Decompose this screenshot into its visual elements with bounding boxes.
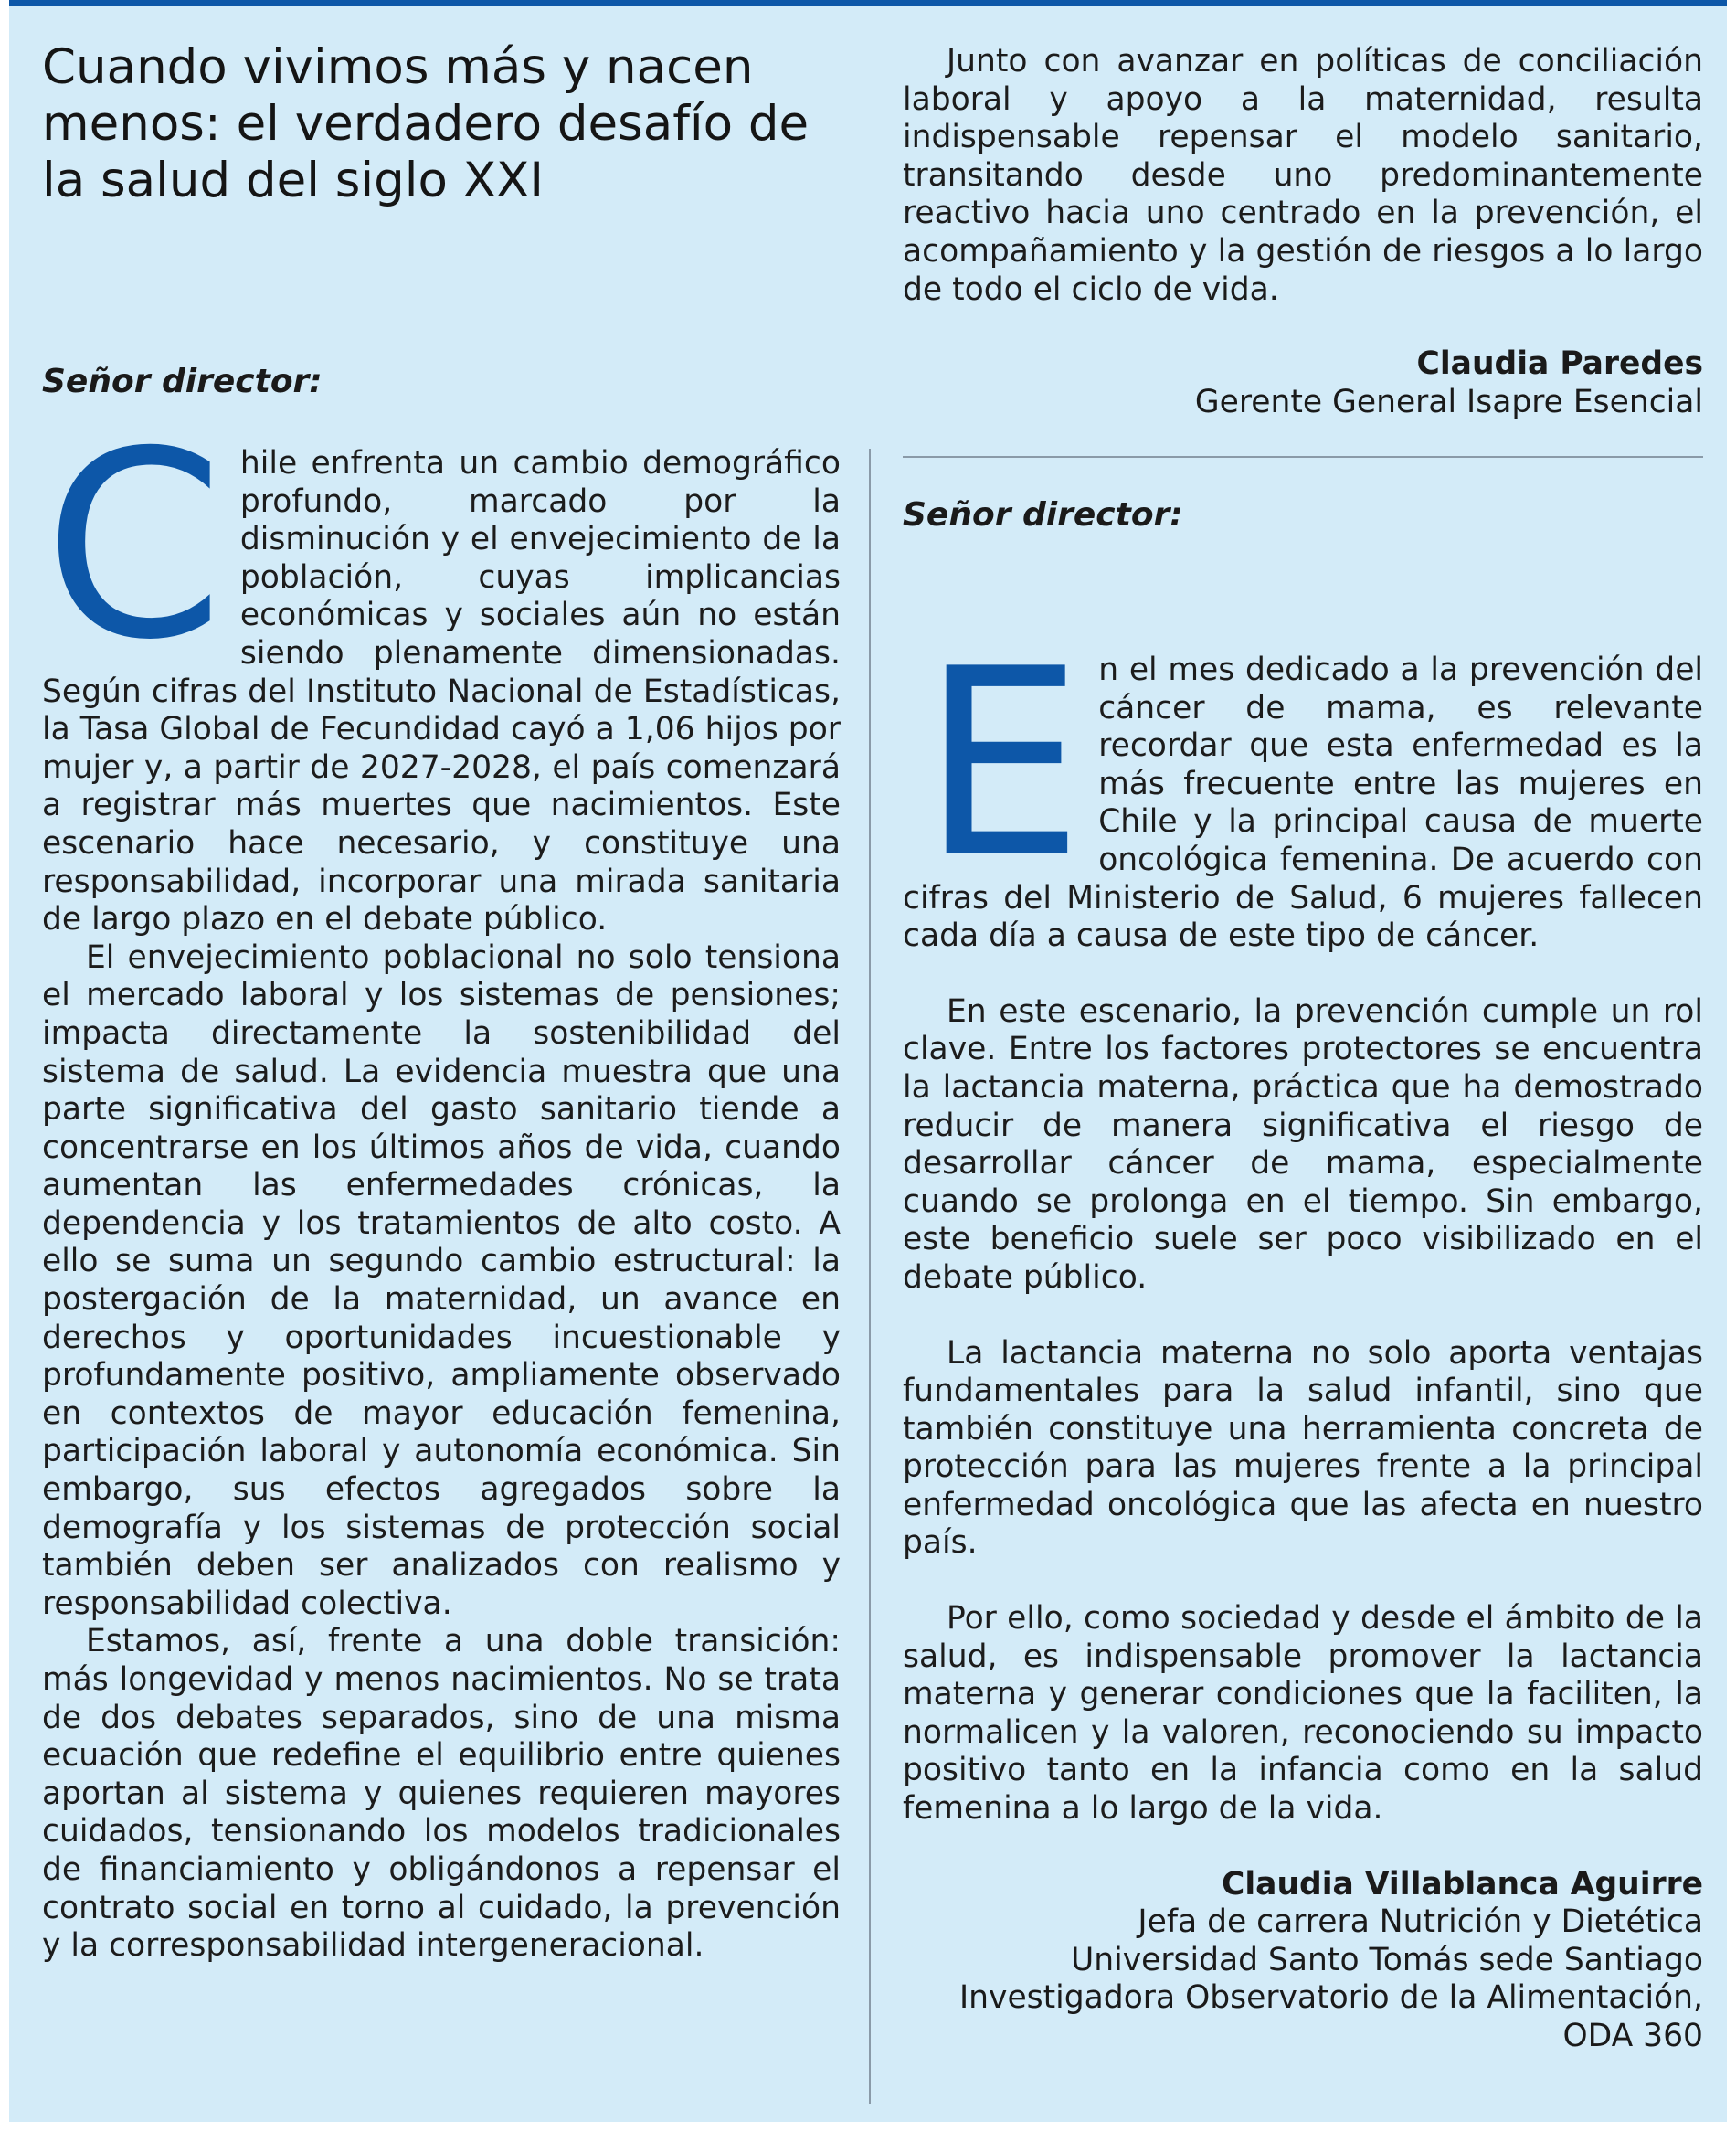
letter-right-body <box>903 613 1703 2056</box>
drop-cap-e: E <box>921 613 1085 914</box>
signature-1-name: Claudia Paredes <box>1416 345 1703 383</box>
signature-2-line-2: Universidad Santo Tomás sede Santiago <box>1071 1941 1703 1978</box>
letter-right-paragraph-3: La lactancia materna no solo aporta ventajas fundamentales para la salud infantil, sino que también constituye una herramienta concreta de protección para las mujeres frente a la principal enfermedad oncológica que las afecta en nuestro país. <box>903 1334 1703 1562</box>
signature-2-line-1: Jefa de carrera Nutrición y Dietética <box>1138 1903 1703 1941</box>
letter-right-paragraph-1 <box>903 613 1703 956</box>
letter-right-top <box>903 43 1703 421</box>
drop-cap-c: C <box>44 396 224 696</box>
letter-right-paragraph-1-text: n el mes dedicado a la prevención del cáncer de mama, es relevante recordar que esta enfermedad es la más frecuente entre las mujeres en Chile y la principal causa de muerte oncológica femenina. De acuerdo con cifras del Ministerio de Salud, 6 mujeres fallecen cada día a causa de este tipo de cáncer. <box>903 652 1703 955</box>
signature-2-line-3: Investigadora Observatorio de la Alimentación, <box>958 1979 1703 2017</box>
letters-page <box>9 0 1727 2122</box>
headline: Cuando vivimos más y nacen menos: el verdadero desafío de la salud del siglo XXI <box>42 39 810 208</box>
salutation-right: Señor director: <box>903 496 1183 534</box>
letter-left-paragraph-1 <box>42 396 841 939</box>
letter-left-paragraph-1-text: hile enfrenta un cambio demográfico profundo, marcado por la disminución y el envejecimiento de la población, cuyas implicancias económicas y sociales aún no están siendo plenamente dimensionadas. Según cifras del Instituto Nacional de Estadísticas, la Tasa Global de Fecundidad cayó a 1,06 hijos por mujer y, a partir de 2027-2028, el país comenzará a registrar más muertes que nacimientos. Este escenario hace necesario, y constituye una responsabilidad, incorporar una mirada sanitaria de largo plazo en el debate público. <box>42 445 841 938</box>
signature-1-title: Gerente General Isapre Esencial <box>1194 383 1703 420</box>
letter-left-body <box>42 396 841 1966</box>
continuation-paragraph: Junto con avanzar en políticas de conciliación laboral y apoyo a la maternidad, resulta indispensable repensar el modelo sanitario, transitando desde uno predominantemente reactivo hacia uno centrado en la prevención, el acompañamiento y la gestión de riesgos a lo largo de todo el ciclo de vida. <box>903 43 1703 308</box>
column-divider <box>869 449 871 2104</box>
letter-right-paragraph-2: En este escenario, la prevención cumple un rol clave. Entre los factores protectores se encuentra la lactancia materna, práctica que ha demostrado reducir de manera significativa el riesgo de desarrollar cáncer de mama, especialmente cuando se prolonga en el tiempo. Sin embargo, este beneficio suele ser poco visibilizado en el debate público. <box>903 992 1703 1296</box>
letter-left-paragraph-3: Estamos, así, frente a una doble transición: más longevidad y menos nacimientos. No se trata de dos debates separados, sino de una misma ecuación que redefine el equilibrio entre quienes aportan al sistema y quienes requieren mayores cuidados, tensionando los modelos tradicionales de financiamiento y obligándonos a repensar el contrato social en torno al cuidado, la prevención y la corresponsabilidad intergeneracional. <box>42 1623 841 1965</box>
letter-separator <box>903 456 1703 458</box>
signature-2-line-4: ODA 360 <box>1562 2018 1703 2054</box>
letter-right-paragraph-4: Por ello, como sociedad y desde el ámbito de la salud, es indispensable promover la lactancia materna y generar condiciones que la faciliten, la normalicen y la valoren, reconociendo su impacto positivo tanto en la infancia como en la salud femenina a lo largo de la vida. <box>903 1600 1703 1828</box>
salutation-left: Señor director: <box>42 363 323 400</box>
letter-left-paragraph-2: El envejecimiento poblacional no solo tensiona el mercado laboral y los sistemas de pensiones; impacta directamente la sostenibilidad del sistema de salud. La evidencia muestra que una parte significativa del gasto sanitario tiende a concentrarse en los últimos años de vida, cuando aumentan las enfermedades crónicas, la dependencia y los tratamientos de alto costo. A ello se suma un segundo cambio estructural: la postergación de la maternidad, un avance en derechos y oportunidades incuestionable y profundamente positivo, ampliamente observado en contextos de mayor educación femenina, participación laboral y autonomía económica. Sin embargo, sus efectos agregados sobre la demografía y los sistemas de protección social también deben ser analizados con realismo y responsabilidad colectiva. <box>42 938 841 1622</box>
signature-2-name: Claudia Villablanca Aguirre <box>1222 1865 1703 1903</box>
